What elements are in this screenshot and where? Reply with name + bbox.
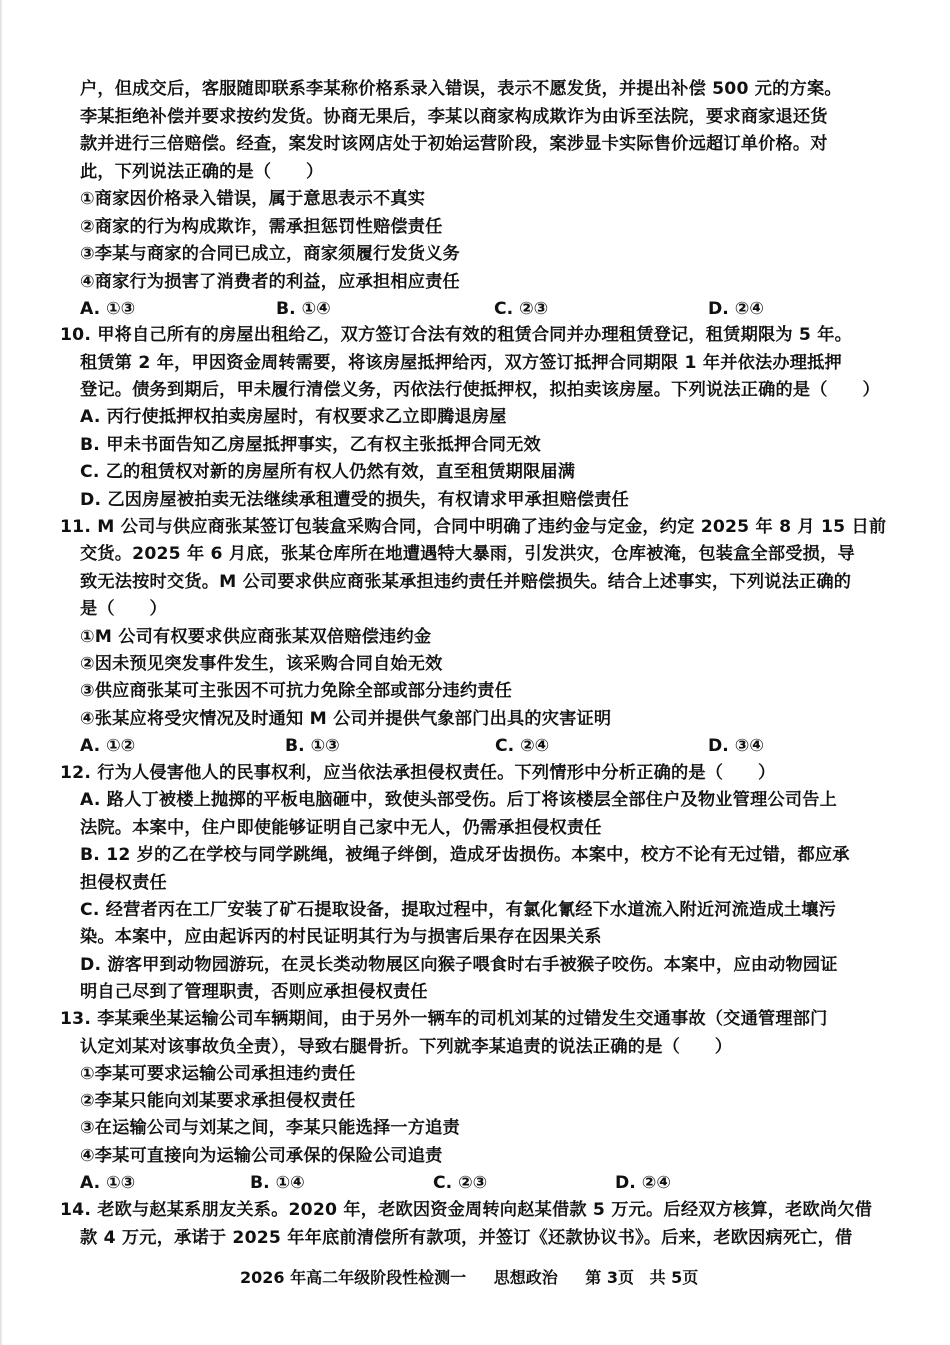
q10-stem-line: 10. 甲将自己所有的房屋出租给乙，双方签订合法有效的租赁合同并办理租赁登记，租赁期限为 5 年。 [60,325,853,345]
q13-choice-c: C. ②③ [433,1173,488,1193]
q13-statement: ④李某可直接向为运输公司承保的保险公司追责 [80,1146,443,1166]
q11-statement: ①M 公司有权要求供应商张某双倍赔偿违约金 [80,627,432,647]
q9-choice-b: B. ①④ [276,299,331,319]
q12-option-line: 染。本案中，应由起诉丙的村民证明其行为与损害后果存在因果关系 [80,927,602,947]
q11-choice-d: D. ③④ [708,736,764,756]
q12-option-line: B. 12 岁的乙在学校与同学跳绳，被绳子绊倒，造成牙齿损伤。本案中，校方不论有无过错，都应承 [80,845,850,865]
page-footer [240,1268,720,1288]
q13-statement: ③在运输公司与刘某之间，李某只能选择一方追责 [80,1118,460,1138]
q14-stem-line: 款 4 万元，承诺于 2025 年年底前清偿所有款项，并签订《还款协议书》。后来，老欧因病死亡，借 [80,1228,853,1248]
scan-edge [0,0,3,1345]
q9-stem-line: 李某拒绝补偿并要求按约发货。协商无果后，李某以商家构成欺诈为由诉至法院，要求商家退还货 [80,107,828,127]
q10-option-d: D. 乙因房屋被拍卖无法继续承租遭受的损失，有权请求甲承担赔偿责任 [80,490,630,510]
q11-stem-line: 11. M 公司与供应商张某签订包装盒采购合同，合同中明确了违约金与定金，约定 2025 年 8 月 15 日前 [60,517,887,537]
q11-statement: ④张某应将受灾情况及时通知 M 公司并提供气象部门出具的灾害证明 [80,709,612,729]
q13-choice-b: B. ①④ [250,1173,305,1193]
q9-stem-line: 此，下列说法正确的是（ ） [80,162,324,182]
q13-choice-d: D. ②④ [615,1173,671,1193]
q9-statement: ①商家因价格录入错误，属于意思表示不真实 [80,189,426,209]
q9-statement: ④商家行为损害了消费者的利益，应承担相应责任 [80,272,460,292]
footer-subject: 思想政治 [493,1268,558,1287]
q12-option-line: 担侵权责任 [80,873,167,893]
q11-choice-c: C. ②④ [495,736,550,756]
footer-total-pages: 共 5页 [649,1268,699,1287]
q11-statement: ③供应商张某可主张因不可抗力免除全部或部分违约责任 [80,681,513,701]
q12-option-line: 法院。本案中，住户即使能够证明自己家中无人，仍需承担侵权责任 [80,818,602,838]
q11-statement: ②因未预见突发事件发生，该采购合同自始无效 [80,654,443,674]
q13-choice-a: A. ①③ [80,1173,136,1193]
q9-statement: ②商家的行为构成欺诈，需承担惩罚性赔偿责任 [80,217,443,237]
q11-stem-line: 是（ ） [80,599,167,619]
q12-option-line: A. 路人丁被楼上抛掷的平板电脑砸中，致使头部受伤。后丁将该楼层全部住户及物业管理公司告上 [80,790,838,810]
footer-page-number: 第 3页 [585,1268,634,1287]
q12-option-line: 明自己尽到了管理职责，否则应承担侵权责任 [80,982,428,1002]
q13-stem-line: 13. 李某乘坐某运输公司车辆期间，由于另外一辆车的司机刘某的过错发生交通事故（交通管理部门 [60,1009,828,1029]
q9-statement: ③李某与商家的合同已成立，商家须履行发货义务 [80,244,460,264]
q13-statement: ②李某只能向刘某要求承担侵权责任 [80,1091,356,1111]
q10-option-a: A. 丙行使抵押权拍卖房屋时，有权要求乙立即腾退房屋 [80,407,507,427]
q10-stem-line: 租赁第 2 年，甲因资金周转需要，将该房屋抵押给丙，双方签订抵押合同期限 1 年并依法办理抵押 [80,353,842,373]
q9-choice-a: A. ①③ [80,299,136,319]
footer-exam-title: 2026 年高二年级阶段性检测一 [240,1268,467,1287]
q11-choice-b: B. ①③ [285,736,340,756]
q9-stem-line: 户，但成交后，客服随即联系李某称价格系录入错误，表示不愿发货，并提出补偿 500 元的方案。 [80,79,842,99]
q12-stem-line: 12. 行为人侵害他人的民事权利，应当依法承担侵权责任。下列情形中分析正确的是（ ） [60,763,776,783]
q13-statement: ①李某可要求运输公司承担违约责任 [80,1064,356,1084]
q10-option-b: B. 甲未书面告知乙房屋抵押事实，乙有权主张抵押合同无效 [80,435,541,455]
q10-stem-line: 登记。债务到期后，甲未履行清偿义务，丙依法行使抵押权，拟拍卖该房屋。下列说法正确的是（ ） [80,380,880,400]
q9-choice-c: C. ②③ [494,299,549,319]
q11-choice-a: A. ①② [80,736,136,756]
q10-option-c: C. 乙的租赁权对新的房屋所有权人仍然有效，直至租赁期限届满 [80,462,576,482]
q11-stem-line: 致无法按时交货。M 公司要求供应商张某承担违约责任并赔偿损失。结合上述事实，下列说法正确的 [80,572,852,592]
q12-option-line: D. 游客甲到动物园游玩，在灵长类动物展区向猴子喂食时右手被猴子咬伤。本案中，应由动物园证 [80,955,838,975]
q9-stem-line: 款并进行三倍赔偿。经查，案发时该网店处于初始运营阶段，案涉显卡实际售价远超订单价格。对 [80,134,828,154]
q11-stem-line: 交货。2025 年 6 月底，张某仓库所在地遭遇特大暴雨，引发洪灾，仓库被淹，包装盒全部受损，导 [80,544,855,564]
q9-choice-d: D. ②④ [708,299,764,319]
q14-stem-line: 14. 老欧与赵某系朋友关系。2020 年，老欧因资金周转向赵某借款 5 万元。后经双方核算，老欧尚欠借 [60,1200,873,1220]
q13-stem-line: 认定刘某对该事故负全责），导致右腿骨折。下列就李某追责的说法正确的是（ ） [80,1037,733,1057]
q12-option-line: C. 经营者丙在工厂安装了矿石提取设备，提取过程中，有氯化氰经下水道流入附近河流造成土壤污 [80,900,837,920]
